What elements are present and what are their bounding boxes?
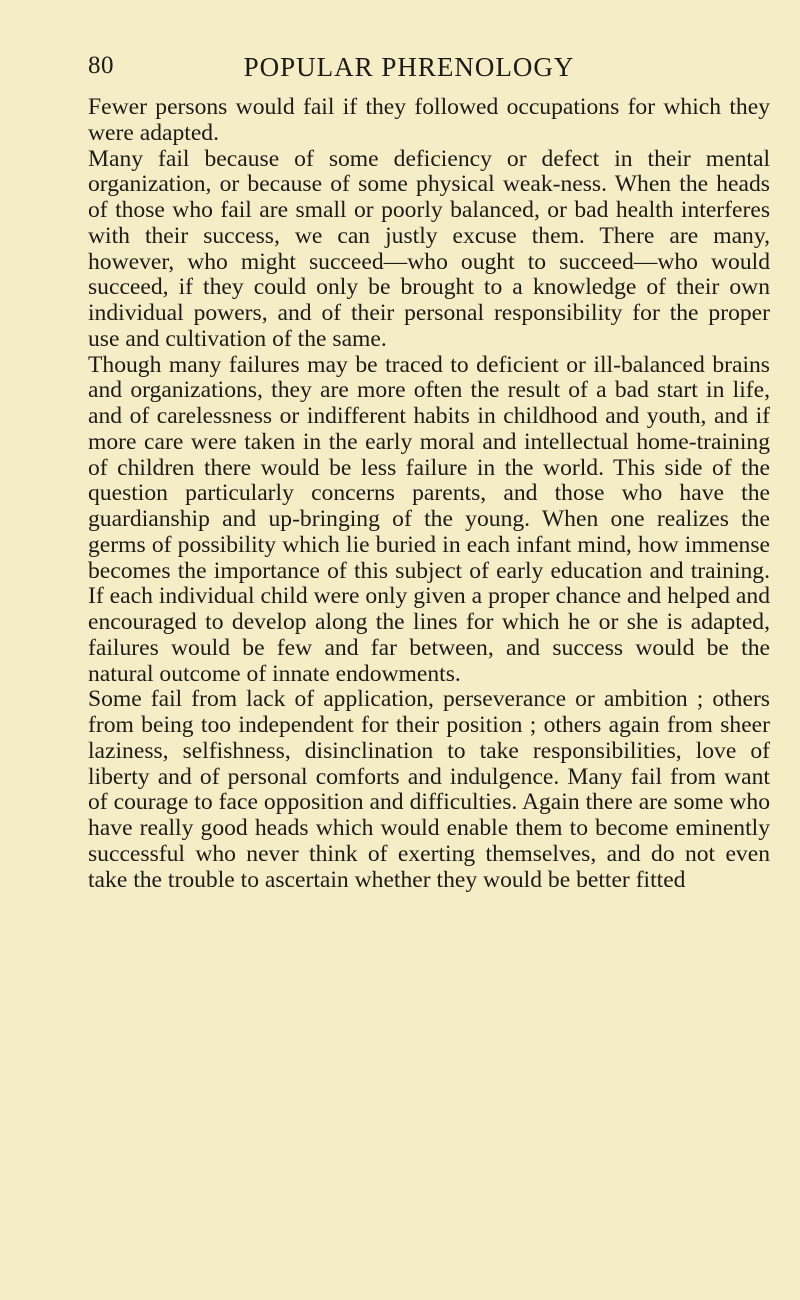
- page-title: POPULAR PHRENOLOGY: [243, 52, 575, 82]
- paragraph: Many fail because of some deficiency or defect in their mental organization, or because of some physical weak-ness. When the heads of those who fail are small or poorly balanced, or bad health interferes with their success, we can justly excuse them. There are many, however, who might succeed—who ought to succeed—who would succeed, if they could only be brought to a knowledge of their own individual powers, and of their personal responsibility for the proper use and cultivation of the same.: [88, 145, 770, 352]
- running-head: [0, 52, 800, 92]
- page-number: 80: [88, 52, 114, 79]
- paragraph: Fewer persons would fail if they followed occupations for which they were adapted.: [88, 94, 770, 146]
- paragraph: Though many failures may be traced to deficient or ill-balanced brains and organizations, they are more often the result of a bad start in life, and of carelessness or indifferent habits in childhood and youth, and if more care were taken in the early moral and intellectual home-training of children there would be less failure in the world. This side of the question particularly concerns parents, and those who have the guardianship and up-bringing of the young. When one realizes the germs of possibility which lie buried in each infant mind, how immense becomes the importance of this subject of early education and training. If each individual child were only given a proper chance and helped and encouraged to develop along the lines for which he or she is adapted, failures would be few and far between, and success would be the natural outcome of innate endowments.: [88, 351, 770, 687]
- body-text: [88, 95, 770, 893]
- paragraph: Some fail from lack of application, perseverance or ambition ; others from being too independent for their position ; others again from sheer laziness, selfishness, disinclination to take responsibilities, love of liberty and of personal comforts and indulgence. Many fail from want of courage to face opposition and difficulties. Again there are some who have really good heads which would enable them to become eminently successful who never think of exerting themselves, and do not even take the trouble to ascertain whether they would be better fitted: [88, 686, 770, 893]
